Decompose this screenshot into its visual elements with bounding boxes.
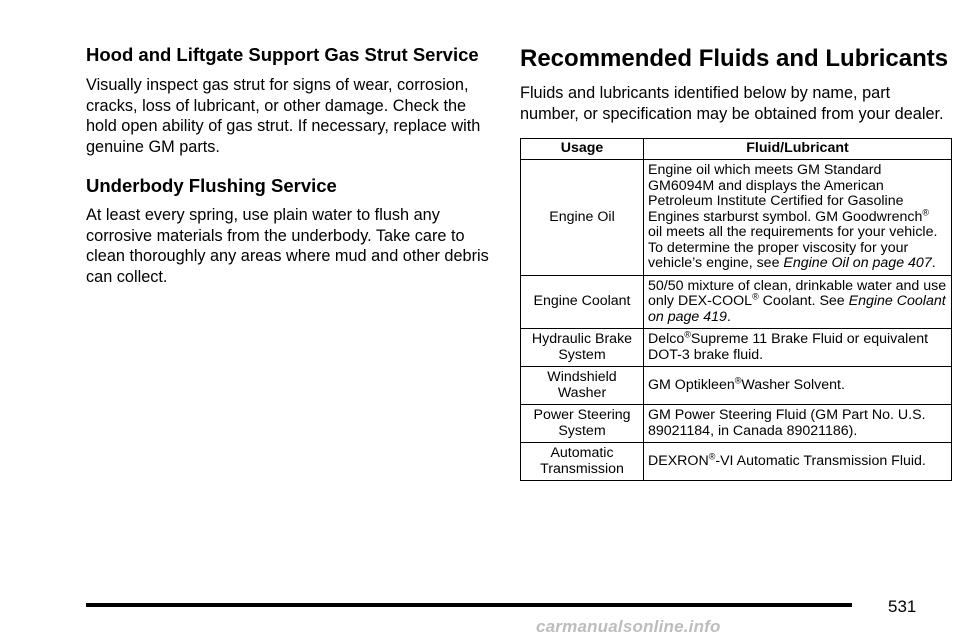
fluid-text: Engine oil which meets GM Standard GM6094M and displays the American Petroleum Institute Certified for Gasoline Engines starburst symbol. GM Goodwrench	[648, 162, 923, 225]
fluid-cell	[644, 329, 952, 367]
registered-mark: ®	[734, 375, 742, 386]
fluids-intro: Fluids and lubricants identified below by name, part number, or specification may be obtained from your dealer.	[520, 84, 944, 123]
fluid-text: -VI Automatic Transmission Fluid.	[715, 452, 926, 469]
fluid-text: Coolant. See	[758, 293, 849, 309]
fluid-cell	[644, 367, 952, 405]
left-column	[86, 44, 496, 287]
table-row	[521, 405, 952, 443]
usage-cell: Hydraulic Brake System	[521, 329, 644, 367]
fluid-text: GM Power Steering Fluid (GM Part No. U.S. 89021184, in Canada 89021186).	[648, 407, 926, 439]
usage-cell: Engine Oil	[521, 160, 644, 276]
registered-mark: ®	[684, 329, 691, 340]
gas-strut-heading: Hood and Liftgate Support Gas Strut Service	[86, 44, 479, 65]
fluid-cell	[644, 160, 952, 276]
fluid-text: Washer Solvent.	[741, 376, 845, 393]
right-column	[520, 44, 952, 481]
fluid-text: Supreme 11 Brake Fluid or equivalent DOT-3 brake fluid.	[648, 331, 929, 363]
fluid-text-end: .	[931, 255, 936, 271]
fluid-cell	[644, 275, 952, 329]
fluids-table	[520, 138, 952, 481]
page-number: 531	[888, 597, 917, 616]
table-row	[521, 443, 952, 481]
fluid-cell	[644, 405, 952, 443]
registered-mark: ®	[752, 291, 759, 302]
table-row	[521, 275, 952, 329]
registered-mark: ®	[708, 451, 716, 462]
table-row	[521, 329, 952, 367]
fluid-text: 50/50 mixture of clean, drinkable water and use only DEX-COOL	[648, 277, 947, 309]
usage-cell: Power Steering System	[521, 405, 644, 443]
page-reference: Engine Coolant on page 419	[648, 293, 946, 325]
usage-cell: Automatic Transmission	[521, 443, 644, 481]
fluid-cell	[644, 443, 952, 481]
table-header-row	[521, 139, 952, 160]
fluid-header: Fluid/Lubricant	[644, 139, 952, 160]
gas-strut-body: Visually inspect gas strut for signs of wear, corrosion, cracks, loss of lubricant, or other damage. Check the hold open ability of gas strut. If necessary, replace with genuine GM parts.	[86, 76, 481, 156]
page-reference: Engine Oil on page 407	[783, 255, 932, 271]
fluid-text-end: .	[726, 308, 731, 325]
usage-header: Usage	[521, 139, 644, 160]
fluids-heading: Recommended Fluids and Lubricants	[520, 45, 949, 72]
watermark: carmanualsonline.info	[536, 617, 721, 636]
registered-mark: ®	[922, 206, 930, 217]
usage-cell: Windshield Washer	[521, 367, 644, 405]
underbody-heading: Underbody Flushing Service	[86, 175, 337, 196]
underbody-body: At least every spring, use plain water to flush any corrosive materials from the underbody. Take care to clean thoroughly any areas where mud and other debris can collect.	[86, 206, 489, 286]
table-row	[521, 160, 952, 276]
fluid-text: GM Optikleen	[648, 376, 735, 393]
footer-rule	[86, 603, 852, 607]
fluid-text: oil meets all the requirements for your vehicle. To determine the proper viscosity for your vehicle’s engine, see	[648, 224, 938, 271]
usage-cell: Engine Coolant	[521, 275, 644, 329]
fluid-text: Delco	[648, 331, 685, 347]
fluid-text: DEXRON	[648, 452, 709, 469]
table-row	[521, 367, 952, 405]
